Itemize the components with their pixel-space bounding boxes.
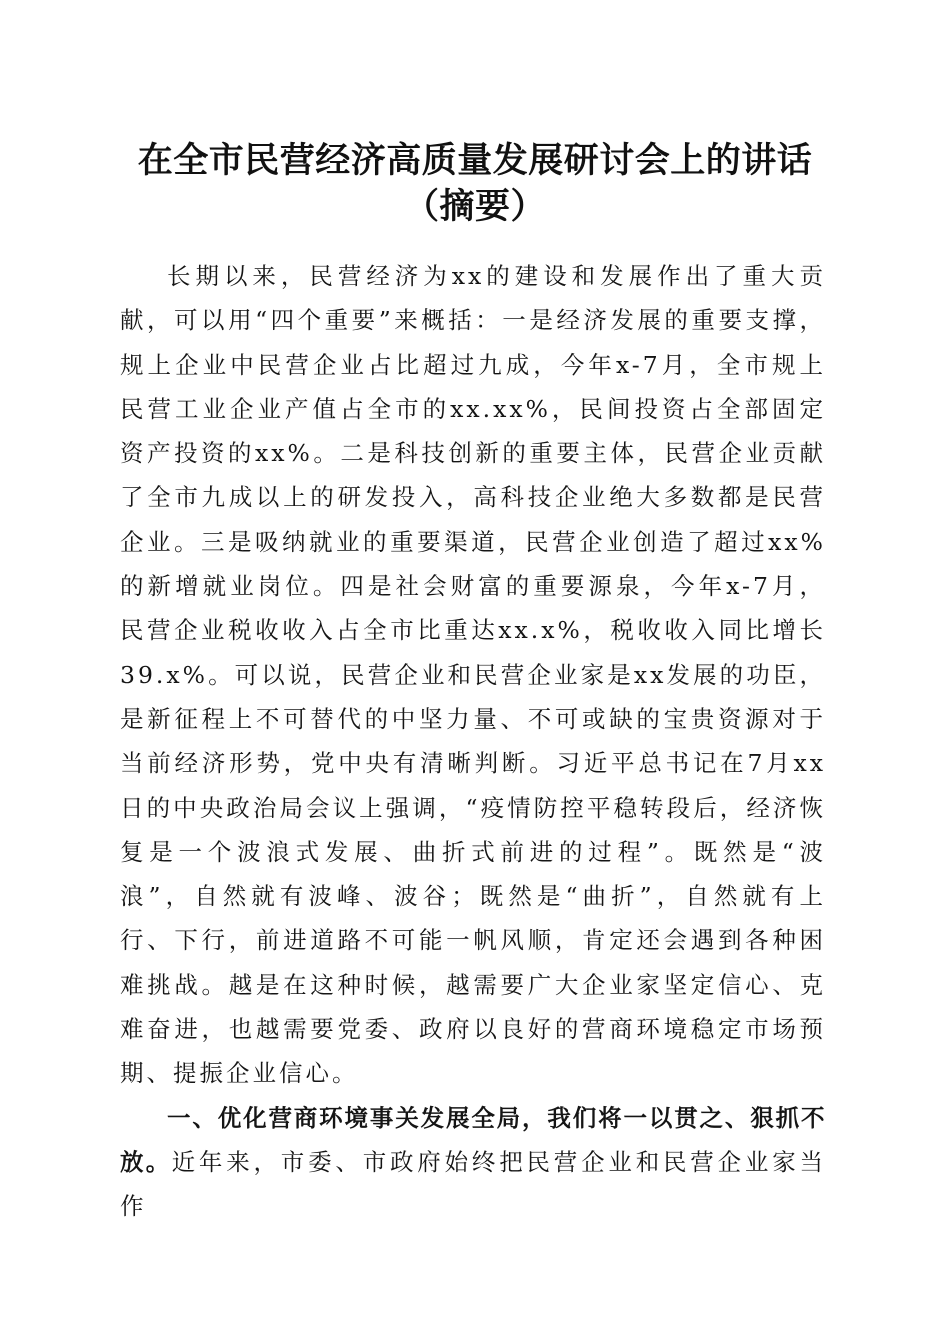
section-one-text: 近年来，市委、市政府始终把民营企业和民营企业家当作 [120, 1147, 827, 1221]
paragraph-section-one [120, 1096, 826, 1229]
title-line-subtitle: （摘要） [403, 187, 546, 227]
document-title [0, 138, 950, 230]
paragraph-intro: 长期以来，民营经济为xx的建设和发展作出了重大贡献，可以用“四个重要”来概括：一是经济发展的重要支撑，规上企业中民营企业占比超过九成，今年x-7月，全市规上民营工业企业产值占全市的xx.xx%，民间投资占全部固定资产投资的xx%。二是科技创新的重要主体，民营企业贡献了全市九成以上的研发投入，高科技企业绝大多数都是民营企业。三是吸纳就业的重要渠道，民营企业创造了超过xx%的新增就业岗位。四是社会财富的重要源泉，今年x-7月，民营企业税收收入占全市比重达xx.x%，税收收入同比增长39.x%。可以说，民营企业和民营企业家是xx发展的功臣，是新征程上不可替代的中坚力量、不可或缺的宝贵资源对于当前经济形势，党中央有清晰判断。习近平总书记在7月xx日的中央政治局会议上强调，“疫情防控平稳转段后，经济恢复是一个波浪式发展、曲折式前进的过程”。既然是“波浪”，自然就有波峰、波谷；既然是“曲折”，自然就有上行、下行，前进道路不可能一帆风顺，肯定还会遇到各种困难挑战。越是在这种时候，越需要广大企业家坚定信心、克难奋进，也越需要党委、政府以良好的营商环境稳定市场预期、提振企业信心。 [120, 262, 826, 1088]
document-body [120, 254, 826, 1229]
section-one-heading: 一、优化营商环境事关发展全局，我们将一以贯之、狠抓不放。 [120, 1103, 826, 1176]
title-line-main: 在全市民营经济高质量发展研讨会上的讲话 [137, 141, 813, 181]
